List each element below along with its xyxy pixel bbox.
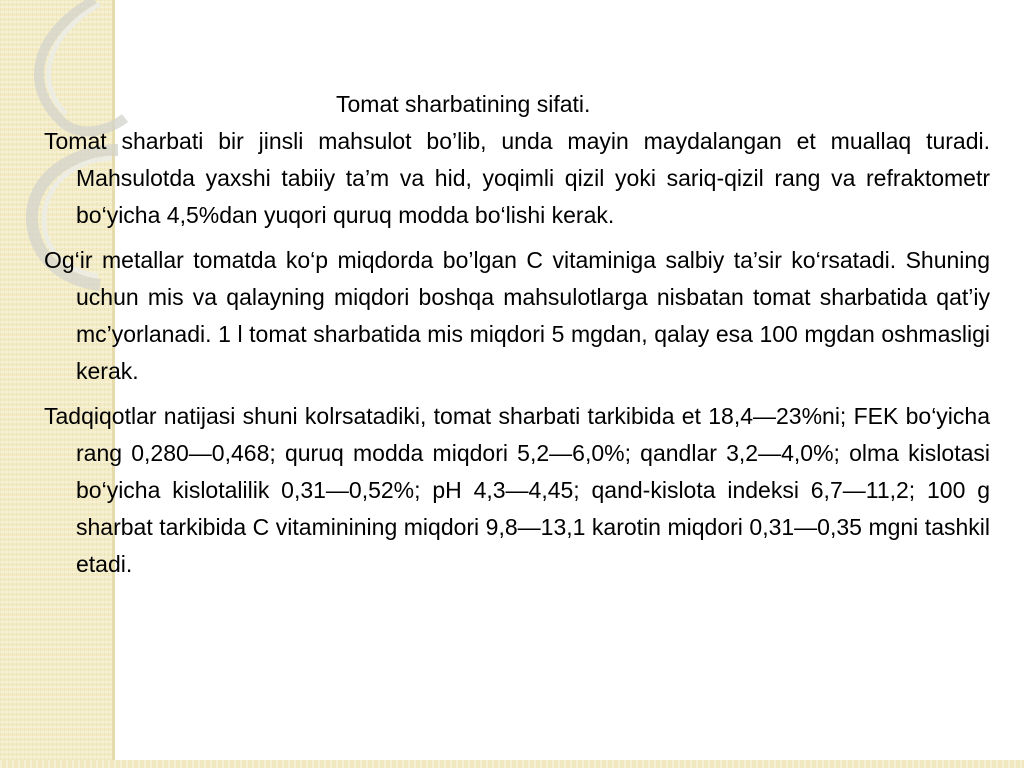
slide-content xyxy=(44,86,990,591)
paragraph-research-results: Tadqiqotlar natijasi shuni kolrsatadiki, tomat sharbati tarkibida et 18,4—23%ni; FEK bo‘yicha rang 0,280—0,468; quruq modda miqdori 5,2—6,0%; qandlar 3,2—4,0%; olma kislotasi bo‘yicha kislotalilik 0,31—0,52%; pH 4,3—4,45; qand-kislota indeksi 6,7—11,2; 100 g sharbat tarkibida C vitaminining miqdori 9,8—13,1 karotin miqdori 0,31—0,35 mgni tashkil etadi. xyxy=(44,403,990,577)
paragraph-juice-description: Tomat sharbati bir jinsli mahsulot bo’lib, unda mayin maydalangan et muallaq turadi. Mahsulotda yaxshi tabiiy ta’m va hid, yoqimli qizil yoki sariq-qizil rang va refraktometr bo‘yicha 4,5%dan yuqori quruq modda bo‘lishi kerak. xyxy=(44,128,990,228)
bottom-decorative-stripe xyxy=(0,760,1024,768)
slide-title: Tomat sharbatining sifati. xyxy=(336,91,591,117)
paragraph-heavy-metals: Og‘ir metallar tomatda ko‘p miqdorda bo’lgan C vitaminiga salbiy ta’sir ko‘rsatadi. Shuning uchun mis va qalayning miqdori boshqa mahsulotlarga nisbatan tomat sharbatida qat’iy mc’yorlanadi. 1 l tomat sharbatida mis miqdori 5 mgdan, qalay esa 100 mgdan oshmasligi kerak. xyxy=(44,247,990,384)
